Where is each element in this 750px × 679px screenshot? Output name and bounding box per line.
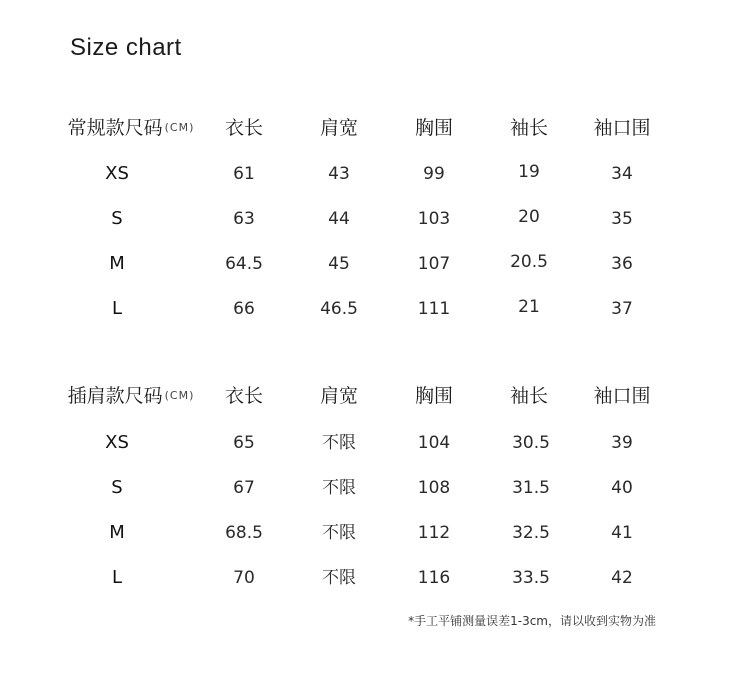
col-header-cuff: 袖口围 xyxy=(593,385,651,407)
value-cuff: 41 xyxy=(611,523,633,543)
col-header-cuff: 袖口围 xyxy=(593,117,651,139)
value-shoulder: 不限 xyxy=(322,523,356,543)
value-chest: 108 xyxy=(417,478,451,498)
size-label: L xyxy=(111,567,123,588)
table-row xyxy=(0,199,750,239)
table-name: 常规款尺码 (CM) xyxy=(67,117,195,139)
value-sleeve: 21 xyxy=(518,297,540,317)
value-cuff: 42 xyxy=(611,568,633,588)
value-cuff: 34 xyxy=(611,164,633,184)
value-sleeve: 20.5 xyxy=(510,252,548,272)
value-shoulder: 不限 xyxy=(322,433,356,453)
value-length: 63 xyxy=(233,209,255,229)
col-header-length: 衣长 xyxy=(224,117,264,139)
value-length: 64.5 xyxy=(225,254,263,274)
value-cuff: 36 xyxy=(611,254,633,274)
table-row xyxy=(0,513,750,553)
value-cuff: 37 xyxy=(611,299,633,319)
value-length: 65 xyxy=(233,433,255,453)
unit-label: (CM) xyxy=(164,389,195,402)
value-chest: 116 xyxy=(417,568,451,588)
value-chest: 103 xyxy=(417,209,451,229)
value-length: 61 xyxy=(233,164,255,184)
value-cuff: 39 xyxy=(611,433,633,453)
col-header-shoulder: 肩宽 xyxy=(319,117,359,139)
table-row xyxy=(0,244,750,284)
value-chest: 99 xyxy=(423,164,445,184)
size-label: L xyxy=(111,298,123,319)
page-title: Size chart xyxy=(70,34,182,61)
size-label: S xyxy=(111,208,123,229)
table-row xyxy=(0,558,750,598)
table-row xyxy=(0,423,750,463)
col-header-shoulder: 肩宽 xyxy=(319,385,359,407)
value-length: 70 xyxy=(233,568,255,588)
table-header xyxy=(0,108,750,148)
value-sleeve: 33.5 xyxy=(512,568,550,588)
col-header-sleeve: 袖长 xyxy=(509,385,549,407)
size-label: XS xyxy=(105,432,129,453)
size-label: M xyxy=(109,522,125,543)
value-shoulder: 46.5 xyxy=(320,299,358,319)
value-length: 67 xyxy=(233,478,255,498)
table-row xyxy=(0,289,750,329)
value-sleeve: 32.5 xyxy=(512,523,550,543)
table-header xyxy=(0,376,750,416)
value-shoulder: 44 xyxy=(328,209,350,229)
value-shoulder: 45 xyxy=(328,254,350,274)
table-row xyxy=(0,154,750,194)
value-length: 68.5 xyxy=(225,523,263,543)
value-cuff: 40 xyxy=(611,478,633,498)
col-header-chest: 胸围 xyxy=(414,117,454,139)
value-cuff: 35 xyxy=(611,209,633,229)
col-header-length: 衣长 xyxy=(224,385,264,407)
value-shoulder: 不限 xyxy=(322,568,356,588)
size-label: M xyxy=(109,253,125,274)
value-shoulder: 43 xyxy=(328,164,350,184)
col-header-sleeve: 袖长 xyxy=(509,117,549,139)
value-chest: 111 xyxy=(417,299,451,319)
table-name: 插肩款尺码 (CM) xyxy=(67,385,195,407)
value-chest: 107 xyxy=(417,254,451,274)
unit-label: (CM) xyxy=(164,121,195,134)
col-header-chest: 胸围 xyxy=(414,385,454,407)
value-shoulder: 不限 xyxy=(322,478,356,498)
table-row xyxy=(0,468,750,508)
value-sleeve: 19 xyxy=(518,162,540,182)
value-sleeve: 20 xyxy=(518,207,540,227)
value-chest: 104 xyxy=(417,433,451,453)
value-chest: 112 xyxy=(417,523,451,543)
value-length: 66 xyxy=(233,299,255,319)
value-sleeve: 30.5 xyxy=(512,433,550,453)
measurement-note: *手工平铺测量误差1-3cm，请以收到实物为准 xyxy=(408,614,656,628)
value-sleeve: 31.5 xyxy=(512,478,550,498)
size-label: XS xyxy=(105,163,129,184)
size-label: S xyxy=(111,477,123,498)
